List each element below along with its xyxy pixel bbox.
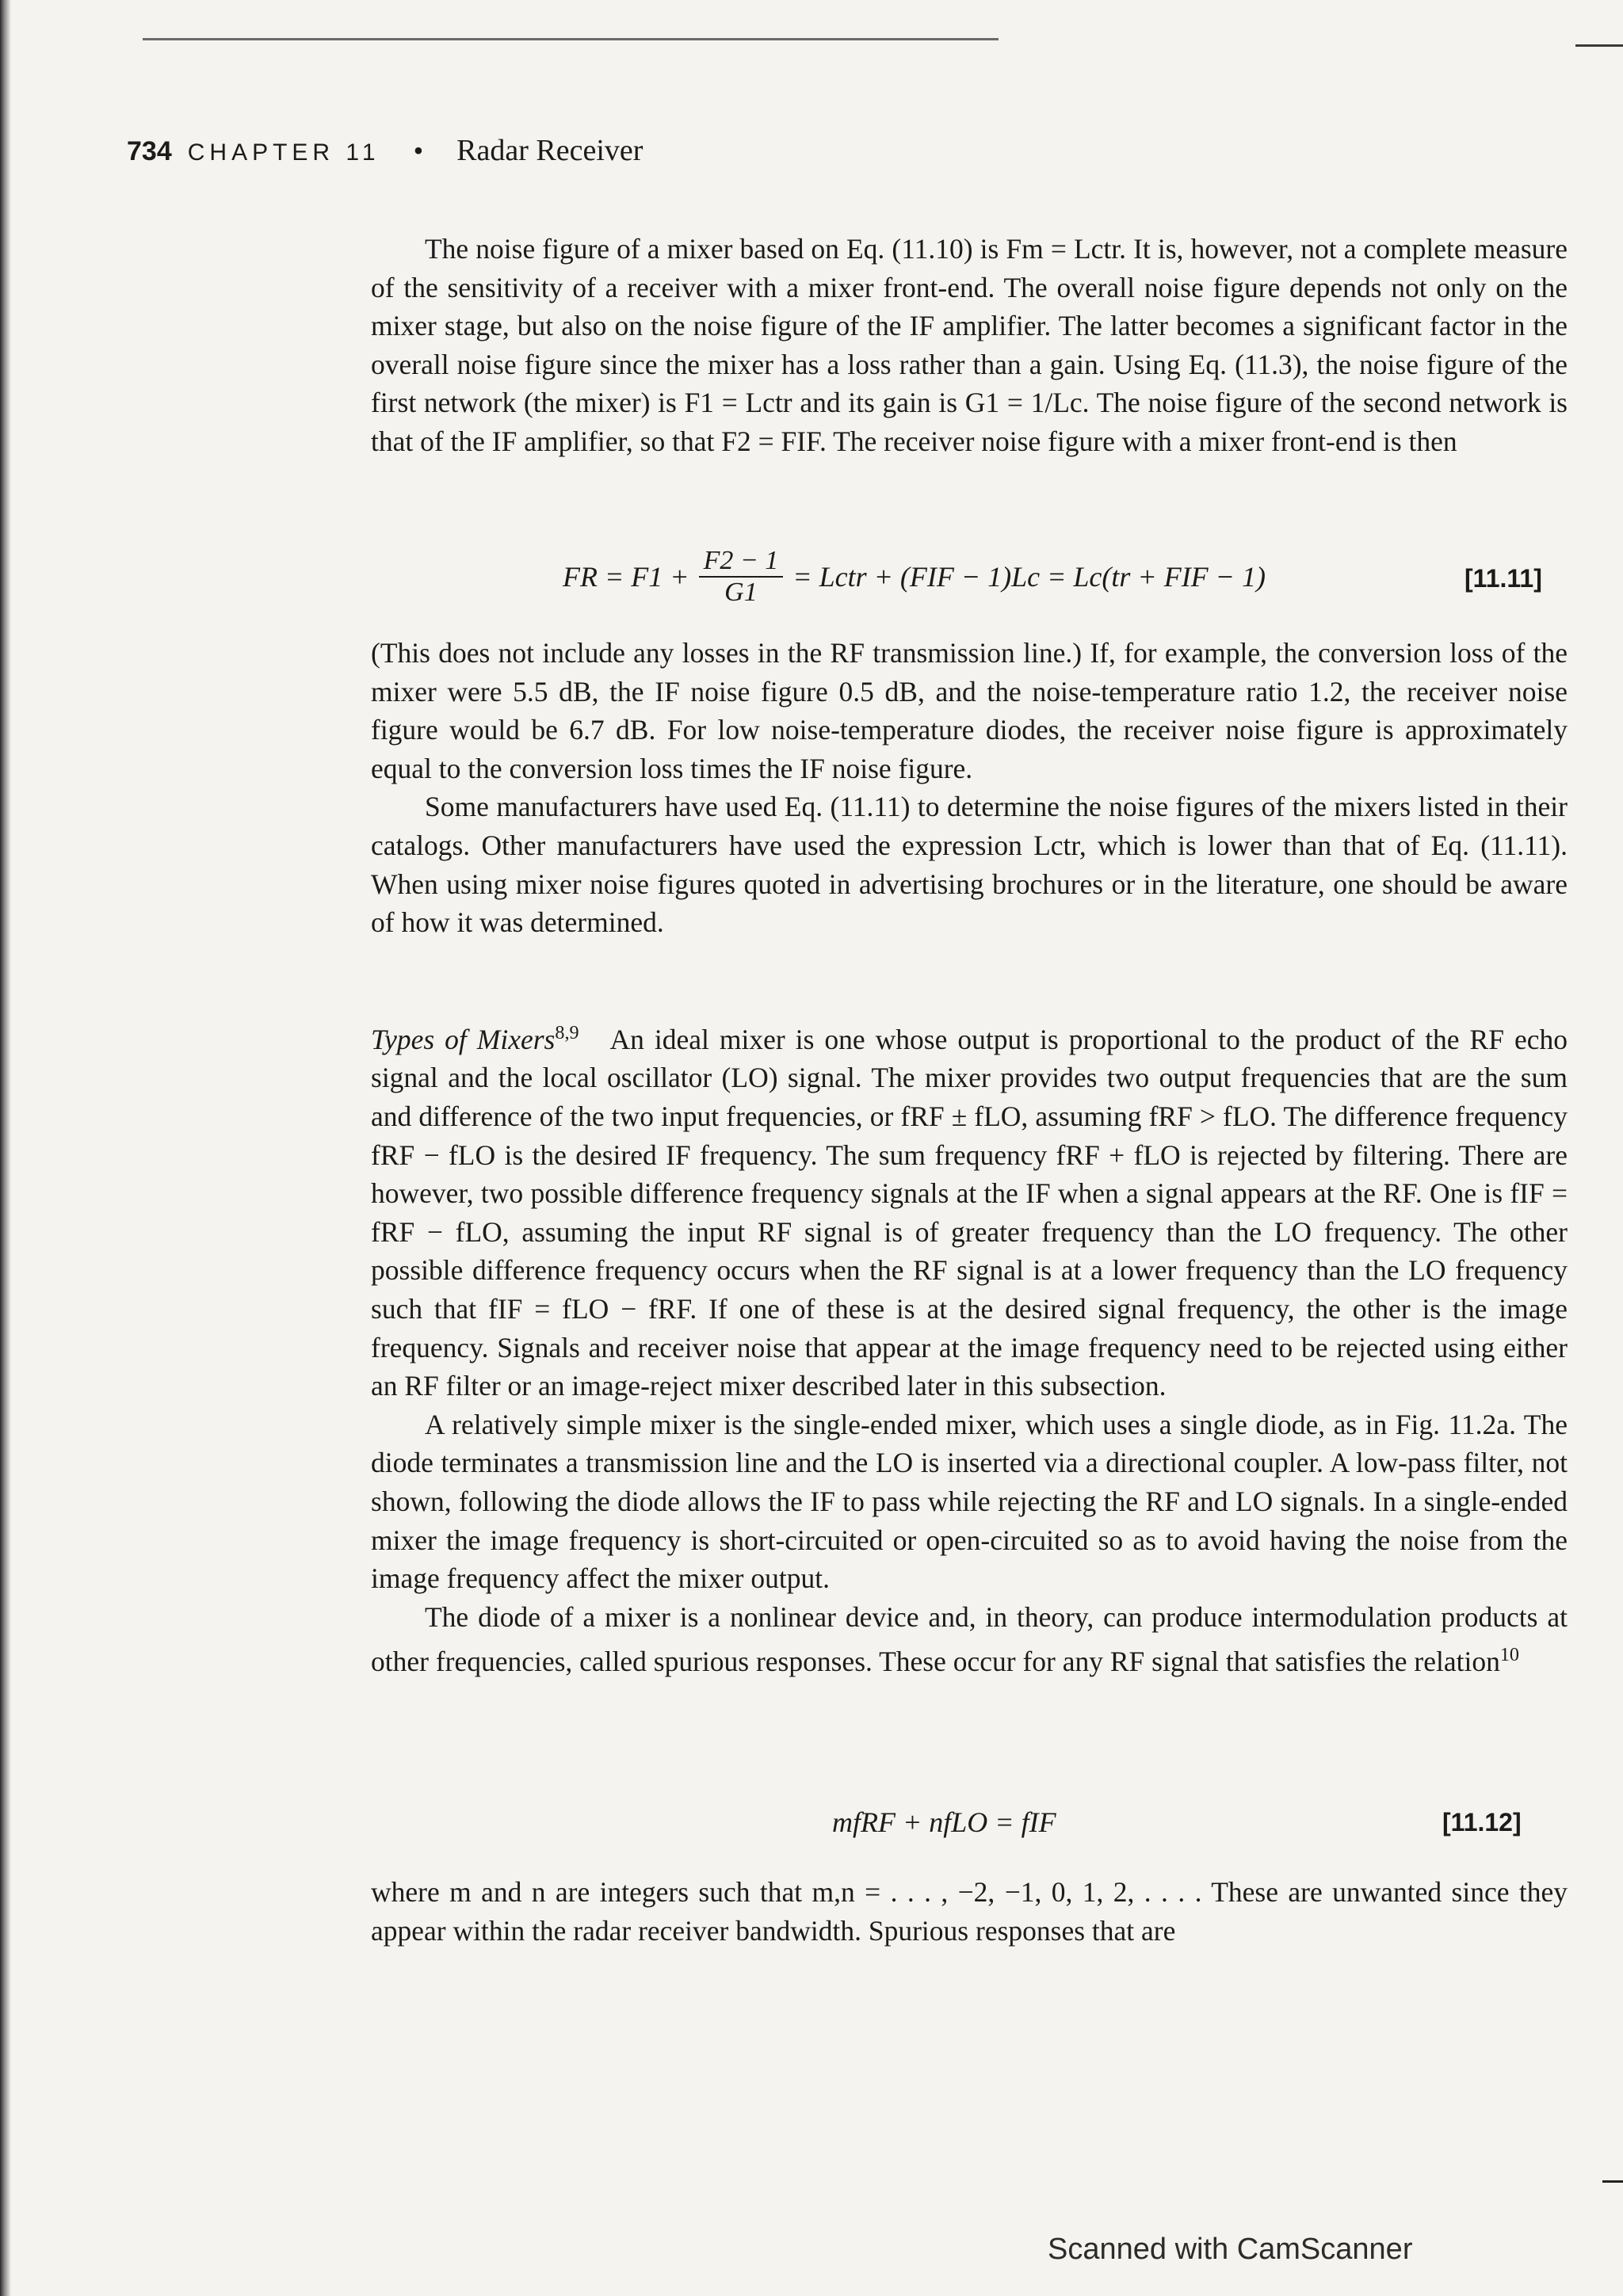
equation-body: mfRF + nfLO = fIF (832, 1806, 1056, 1838)
equation-number-11-12: [11.12] (1442, 1808, 1522, 1836)
section-run-in-heading: Types of Mixers (371, 1023, 556, 1055)
top-right-rule (1575, 44, 1623, 47)
fraction-denominator: G1 (724, 578, 758, 607)
types-of-mixers-text: An ideal mixer is one whose output is proportional to the product of the RF echo signal and the local oscillator (LO) signal. The mixer provides two output frequencies that are the sum and difference of the two input frequencies, or fRF ± fLO, assuming fRF > fLO. The difference frequency fRF − fLO is the desired IF frequency. The sum frequency fRF + fLO is rejected by filtering. There are however, two possible difference frequency signals at the IF when a signal appears at the RF. One is fIF = fRF − fLO, assuming the input RF signal is of greater frequency than the LO frequency. The other possible difference frequency occurs when the RF signal is at a lower frequency than the LO frequency such that fIF = fLO − fRF. If one of these is at the desired signal frequency, the other is the image frequency. Signals and receiver noise that appear at the image frequency need to be rejected using either an RF filter or an image-reject mixer described later in this subsection. (371, 1023, 1568, 1402)
paragraph-single-ended-mixer: A relatively simple mixer is the single-ended mixer, which uses a single diode, as in Fig. 11.2a. The diode terminates a transmission line and the LO is inserted via a directional coupler. A low-pass filter, not shown, following the diode allows the IF to pass while rejecting the RF and LO signals. In a single-ended mixer the image frequency is short-circuited or open-circuited so as to avoid having the noise from the image frequency affect the mixer output. (371, 1408, 1568, 1595)
spurious-citation: 10 (1499, 1644, 1519, 1666)
equation-rhs: = Lctr + (FIF − 1)Lc = Lc(tr + FIF − 1) (792, 561, 1266, 593)
equation-11-11 (563, 546, 1266, 607)
paragraph-integers: where m and n are integers such that m,n = . . . , −2, −1, 0, 1, 2, . . . . These are unwanted since they appear within the radar receiver bandwidth. Spurious responses that are (371, 1876, 1568, 1947)
page-number: 734 (127, 136, 172, 166)
text-block-1 (371, 230, 1568, 461)
fraction-numerator: F2 − 1 (699, 546, 784, 578)
scanner-watermark: Scanned with CamScanner (1048, 2233, 1413, 2266)
equation-lhs: FR = F1 + (563, 561, 689, 593)
text-block-3 (371, 1014, 1568, 1681)
text-block-2 (371, 634, 1568, 942)
paragraph-manufacturers: Some manufacturers have used Eq. (11.11) to determine the noise figures of the mixers listed in their catalogs. Other manufacturers have used the expression Lctr, which is lower than that of Eq. (11.11). When using mixer noise figures quoted in advertising brochures or in the literature, one should be aware of how it was determined. (371, 791, 1568, 939)
text-block-4 (371, 1873, 1568, 1950)
heading-citation: 8,9 (555, 1022, 579, 1043)
paragraph-types-of-mixers (371, 1014, 1568, 1405)
spurious-text: The diode of a mixer is a nonlinear device and, in theory, can produce intermodulation products at other frequencies, called spurious responses. These occur for any RF signal that satisfies the relation (371, 1600, 1568, 1678)
scan-page-edge (0, 0, 11, 2296)
paragraph-example: (This does not include any losses in the RF transmission line.) If, for example, the conversion loss of the mixer were 5.5 dB, the IF noise figure 0.5 dB, and the noise-temperature ratio 1.2, the receiver noise figure would be 6.7 dB. For low noise-temperature diodes, the receiver noise figure is approximately equal to the conversion loss times the IF noise figure. (371, 637, 1568, 784)
equation-number-11-11: [11.11] (1465, 564, 1542, 593)
chapter-label: CHAPTER 11 (187, 139, 380, 166)
chapter-title: Radar Receiver (456, 134, 643, 167)
top-rule (143, 38, 999, 40)
paragraph-noise-figure: The noise figure of a mixer based on Eq. (11.10) is Fm = Lctr. It is, however, not a complete measure of the sensitivity of a receiver with a mixer front-end. The overall noise figure depends not only on the mixer stage, but also on the noise figure of the IF amplifier. The latter becomes a significant factor in the overall noise figure since the mixer has a loss rather than a gain. Using Eq. (11.3), the noise figure of the first network (the mixer) is F1 = Lctr and its gain is G1 = 1/Lc. The noise figure of the second network is that of the IF amplifier, so that F2 = FIF. The receiver noise figure with a mixer front-end is then (371, 233, 1568, 457)
right-edge-mark (1602, 2180, 1623, 2183)
paragraph-spurious-responses (371, 1598, 1568, 1681)
equation-11-12 (832, 1798, 1056, 1846)
equation-fraction (699, 546, 784, 608)
running-header (127, 133, 643, 177)
header-bullet: • (413, 135, 424, 166)
